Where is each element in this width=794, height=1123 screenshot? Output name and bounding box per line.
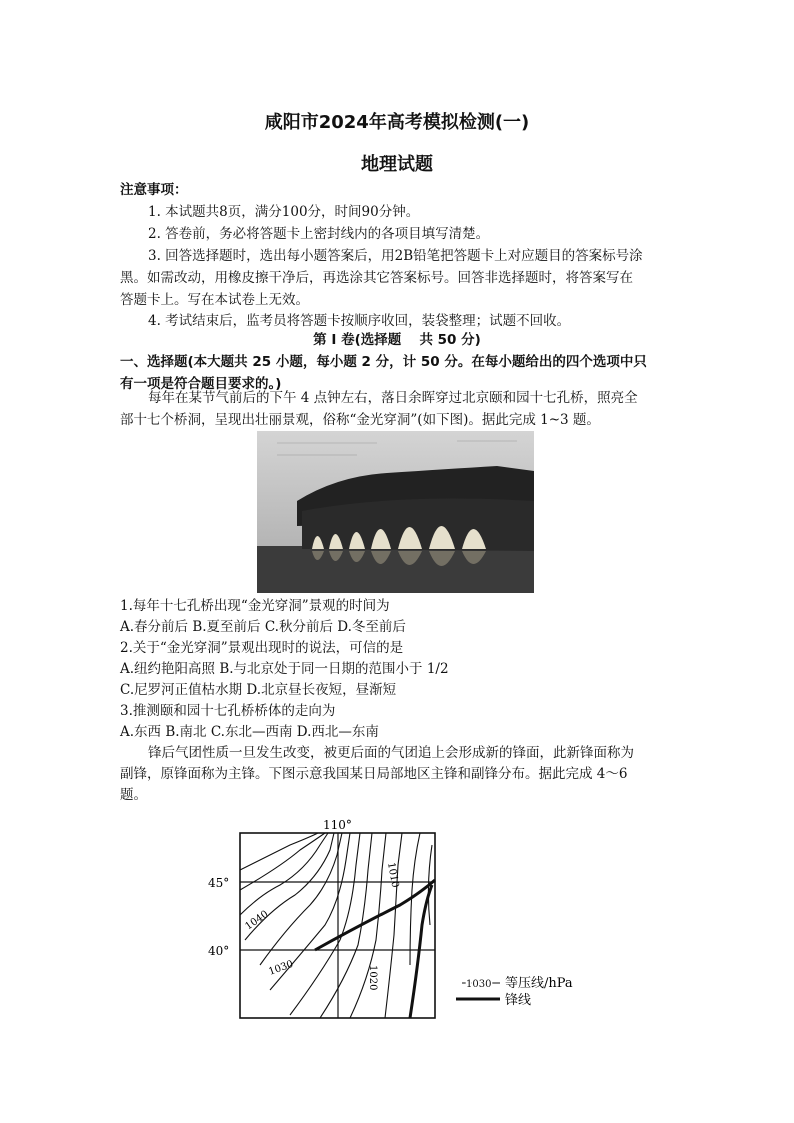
bridge-photo — [257, 431, 534, 593]
passage-text: 每年在某节气前后的下午 4 点钟左右，落日余晖穿过北京颐和园十七孔桥，照亮全 — [148, 390, 638, 406]
legend-isobar-value: 1030 — [466, 979, 492, 990]
passage-text: 题。 — [120, 787, 147, 803]
question-options: A.纽约艳阳高照 B.与北京处于同一日期的范围小于 1/2 — [120, 661, 449, 677]
section-instruction: 有一项是符合题目要求的。) — [120, 376, 282, 392]
passage-text: 锋后气团性质一旦发生改变，被更后面的气团追上会形成新的锋面，此新锋面称为 — [148, 745, 634, 761]
legend-isobar-label: 等压线/hPa — [505, 976, 573, 991]
notice-item: 4. 考试结束后，监考员将答题卡按顺序收回，装袋整理；试题不回收。 — [148, 313, 571, 329]
section-heading: 第 I 卷(选择题 共 50 分) — [313, 332, 481, 348]
section-instruction: 一、选择题(本大题共 25 小题，每小题 2 分，计 50 分。在每小题给出的四个选项中只 — [120, 354, 647, 370]
lon-label: 110° — [323, 818, 352, 832]
notice-item: 3. 回答选择题时，选出每小题答案后，用2B铅笔把答题卡上对应题目的答案标号涂 — [148, 248, 643, 264]
page-subtitle: 地理试题 — [361, 154, 433, 175]
isobar-label: 1020 — [367, 965, 378, 991]
passage-text: 副锋，原锋面称为主锋。下图示意我国某日局部地区主锋和副锋分布。据此完成 4～6 — [120, 766, 628, 782]
question-options: C.尼罗河正值枯水期 D.北京昼长夜短，昼渐短 — [120, 682, 397, 698]
legend-front-label: 锋线 — [505, 993, 532, 1008]
question-stem: 1.每年十七孔桥出现“金光穿洞”景观的时间为 — [120, 598, 390, 614]
notice-item: 2. 答卷前，务必将答题卡上密封线内的各项目填写清楚。 — [148, 226, 490, 242]
notice-item: 答题卡上。写在本试卷上无效。 — [120, 292, 309, 308]
isobar-label: 1040 — [243, 908, 271, 933]
notice-heading: 注意事项： — [120, 182, 188, 198]
lat-label: 45° — [208, 876, 230, 890]
passage-text: 部十七个桥洞，呈现出壮丽景观，俗称“金光穿洞”(如下图)。据此完成 1~3 题。 — [120, 412, 600, 428]
question-stem: 3.推测颐和园十七孔桥桥体的走向为 — [120, 703, 336, 719]
question-options: A.东西 B.南北 C.东北—西南 D.西北—东南 — [120, 724, 379, 740]
front-map — [200, 815, 600, 1025]
isobar-label: 1010 — [385, 861, 401, 889]
question-stem: 2.关于“金光穿洞”景观出现时的说法，可信的是 — [120, 640, 404, 656]
page-title: 咸阳市2024年高考模拟检测(一) — [264, 112, 530, 133]
notice-item: 1. 本试题共8页，满分100分，时间90分钟。 — [148, 204, 420, 220]
notice-item: 黑。如需改动，用橡皮擦干净后，再选涂其它答案标号。回答非选择题时，将答案写在 — [120, 270, 633, 286]
isobar-label: 1030 — [267, 958, 295, 978]
lat-label: 40° — [208, 944, 230, 958]
question-options: A.春分前后 B.夏至前后 C.秋分前后 D.冬至前后 — [120, 619, 406, 635]
